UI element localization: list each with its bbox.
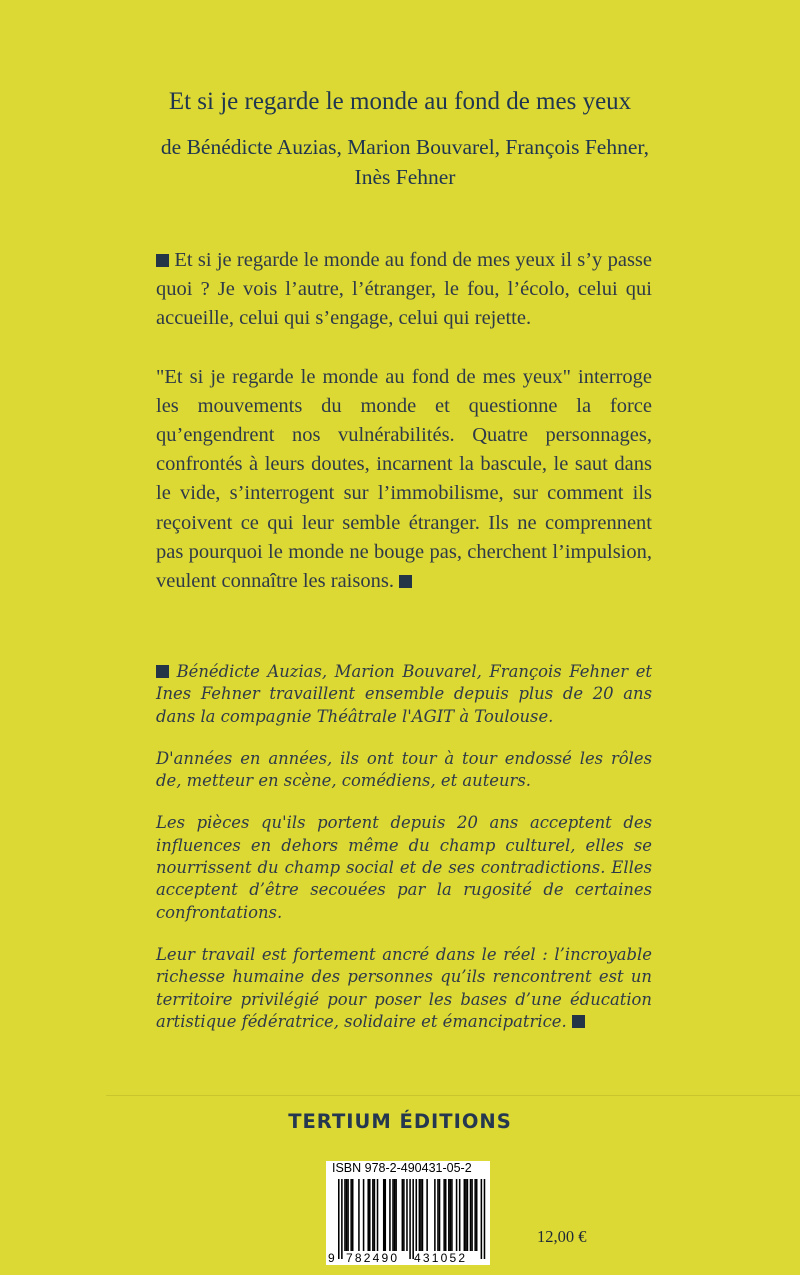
bio-paragraph-1 (156, 661, 652, 728)
barcode-bar (374, 1179, 376, 1251)
divider (106, 1095, 800, 1096)
barcode-bar (471, 1179, 473, 1251)
blurb-text-2: "Et si je regarde le monde au fond de mes yeux" interroge les mouvements du monde et questionne la force qu’engendrent nos vulnérabilités. Quatre personnages, confrontés à leurs doutes, incarnent la bascule, le saut dans le vide, s’interrogent sur l’immobilisme, sur comment ils reçoivent ce qui leur semble étranger. Ils ne comprennent pas pourquoi le monde ne bouge pas, cherchent l’impulsion, veulent connaître les raisons. (156, 365, 652, 593)
barcode-bar (346, 1179, 348, 1251)
blurb-paragraph-2 (156, 363, 652, 597)
barcode-bar (344, 1179, 346, 1251)
barcode-bar (448, 1179, 450, 1251)
barcode-bar (439, 1179, 441, 1251)
barcode-bar (369, 1179, 371, 1251)
bio-text-1: Bénédicte Auzias, Marion Bouvarel, François Fehner et Ines Fehner travaillent ensemble depuis plus de 20 ans dans la compagnie Théâtrale l'AGIT à Toulouse. (156, 662, 652, 726)
authors-line: de Bénédicte Auzias, Marion Bouvarel, François Fehner, Inès Fehner (160, 135, 650, 189)
price: 12,00 € (537, 1227, 587, 1246)
barcode-bar (459, 1179, 461, 1251)
barcode-bar (416, 1179, 418, 1251)
square-bullet-icon (156, 254, 169, 267)
barcode-bar (451, 1179, 453, 1251)
barcode-digits-left: 782490 (346, 1251, 400, 1265)
bio-text-4: Leur travail est fortement ancré dans le réel : l’incroyable richesse humaine des personnes qu’ils rencontrent est un territoire privilégié pour poser les bases d’une éducation artistique fédératrice, solidaire et émancipatrice. (156, 944, 652, 1031)
publisher-name: TERTIUM ÉDITIONS (288, 1110, 512, 1133)
barcode-bar (372, 1179, 374, 1251)
barcode-bar (402, 1179, 404, 1251)
barcode-bar (363, 1179, 365, 1251)
bio-paragraph-3: Les pièces qu'ils portent depuis 20 ans acceptent des influences en dehors même du champ culturel, elles se nourrissent du champ social et de ses contradictions. Elles acceptent d’être secouées par la rugosité de certaines confrontations. (156, 813, 652, 922)
square-bullet-icon (572, 1015, 585, 1028)
barcode-bar (419, 1179, 421, 1251)
barcode-bar (467, 1179, 469, 1251)
barcode-bar (352, 1179, 354, 1251)
barcode-bar (420, 1179, 422, 1251)
barcode-bar (437, 1179, 439, 1251)
barcode-bar (392, 1179, 394, 1251)
barcode-digit-first: 9 (328, 1251, 337, 1265)
barcode-bar (338, 1179, 340, 1259)
barcode-bar (341, 1179, 343, 1259)
book-title: Et si je regarde le monde au fond de mes yeux (168, 88, 632, 115)
square-bullet-icon (399, 575, 412, 588)
barcode-bar (484, 1179, 486, 1259)
barcode-bar (465, 1179, 467, 1251)
barcode-bar (422, 1179, 424, 1251)
barcode-bar (409, 1179, 411, 1259)
barcode-bar (445, 1179, 447, 1251)
barcode-bar (406, 1179, 408, 1251)
barcode-digits-right: 431052 (414, 1251, 468, 1265)
barcode-bar (470, 1179, 472, 1251)
barcode-bar (481, 1179, 483, 1259)
bio-paragraph-4 (156, 944, 652, 1033)
bio-section (156, 661, 652, 1053)
barcode-bar (395, 1179, 397, 1251)
blurb-paragraph-1 (156, 246, 652, 334)
barcode (326, 1161, 490, 1265)
barcode-bar (377, 1179, 379, 1251)
barcode-bar (403, 1179, 405, 1251)
isbn-label: ISBN 978-2-490431-05-2 (332, 1161, 472, 1175)
square-bullet-icon (156, 665, 169, 678)
barcode-bar (450, 1179, 452, 1251)
barcode-bar (367, 1179, 369, 1251)
barcode-bar (474, 1179, 476, 1251)
barcode-bar (434, 1179, 436, 1251)
barcode-bar (426, 1179, 428, 1251)
barcode-bar (358, 1179, 360, 1251)
barcode-bar (385, 1179, 387, 1251)
barcode-bar (347, 1179, 349, 1251)
barcode-bar (389, 1179, 391, 1251)
barcode-bar (350, 1179, 352, 1251)
barcode-bar (464, 1179, 466, 1251)
barcode-bar (443, 1179, 445, 1251)
blurb-text-1: Et si je regarde le monde au fond de mes yeux il s’y passe quoi ? Je vois l’autre, l’étranger, le fou, l’écolo, celui qui accueille, celui qui s’engage, celui qui rejette. (156, 249, 653, 330)
barcode-bar (476, 1179, 478, 1251)
barcode-box (326, 1161, 490, 1265)
barcode-bar (456, 1179, 458, 1251)
barcode-bar (394, 1179, 396, 1251)
bio-paragraph-2: D'années en années, ils ont tour à tour endossé les rôles de, metteur en scène, comédiens, et auteurs. (156, 748, 652, 791)
blurb-section (156, 246, 652, 625)
barcode-bar (383, 1179, 385, 1251)
barcode-bar (412, 1179, 414, 1259)
